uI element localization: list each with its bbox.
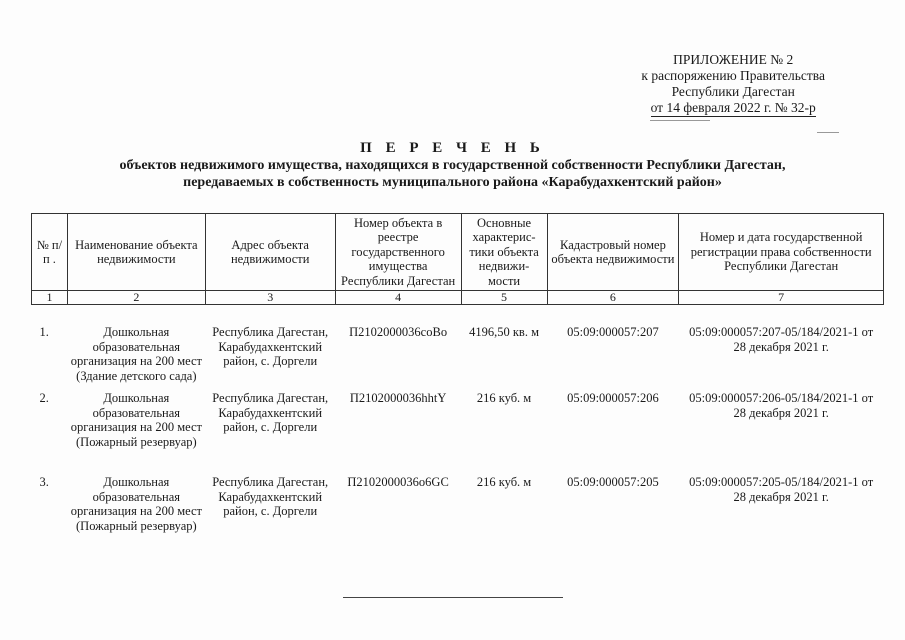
column-number: 3 xyxy=(205,291,335,305)
document-subtitle-line-2: передаваемых в собственность муниципального района «Карабудахкентский район» xyxy=(183,175,722,190)
document-title: П Е Р Е Ч Е Н Ь xyxy=(360,140,545,156)
registration-record: 05:09:000057:206-05/184/2021-1 от 28 декабря 2021 г. xyxy=(689,391,874,420)
cadastral-number: 05:09:000057:206 xyxy=(567,391,659,405)
registry-number: П2102000036hhtY xyxy=(349,391,447,405)
table-row xyxy=(32,305,884,392)
table-row xyxy=(32,391,884,475)
closing-divider xyxy=(343,597,563,598)
header-characteristics: Основные характерис-тики объекта недвижи-мости xyxy=(461,214,547,291)
object-address: Республика Дагестан, Карабудахкентский район, с. Доргели xyxy=(212,325,329,368)
header-registration: Номер и дата государственной регистрации права собственности Республики Дагестан xyxy=(679,214,884,291)
header-number: № п/п . xyxy=(32,214,68,291)
registration-record: 05:09:000057:207-05/184/2021-1 от 28 декабря 2021 г. xyxy=(689,325,874,354)
header-registry: Номер объекта в реестре государственного имущества Республики Дагестан xyxy=(335,214,461,291)
appendix-title: ПРИЛОЖЕНИЕ № 2 xyxy=(673,52,794,67)
column-number: 1 xyxy=(32,291,68,305)
table-header-row xyxy=(32,214,884,291)
object-characteristics: 216 куб. м xyxy=(476,475,532,489)
column-number: 7 xyxy=(679,291,884,305)
object-name: Дошкольная образовательная организация на 200 мест (Пожарный резервуар) xyxy=(70,391,202,449)
header-cadastral: Кадастровый номер объекта недвижимости xyxy=(547,214,679,291)
object-name: Дошкольная образовательная организация на 200 мест (Пожарный резервуар) xyxy=(70,475,202,533)
row-number: 3. xyxy=(39,475,49,489)
row-number: 1. xyxy=(39,325,49,339)
column-number: 4 xyxy=(335,291,461,305)
object-address: Республика Дагестан, Карабудахкентский район, с. Доргели xyxy=(212,475,329,518)
document-title-block xyxy=(0,140,905,191)
object-name: Дошкольная образовательная организация на 200 мест (Здание детского сада) xyxy=(70,325,202,383)
appendix-order-ref: к распоряжению Правительства xyxy=(641,68,825,83)
cadastral-number: 05:09:000057:205 xyxy=(567,475,659,489)
row-number: 2. xyxy=(39,391,49,405)
registry-number: П2102000036o6GC xyxy=(347,475,449,489)
appendix-date-number: от 14 февраля 2022 г. № 32-р xyxy=(650,100,816,115)
column-number: 6 xyxy=(547,291,679,305)
document-subtitle-line-1: объектов недвижимого имущества, находящихся в государственной собственности Республики Дагестан, xyxy=(119,158,786,173)
registry-number: П2102000036coBo xyxy=(349,325,448,339)
header-name: Наименование объекта недвижимости xyxy=(67,214,205,291)
object-address: Республика Дагестан, Карабудахкентский район, с. Доргели xyxy=(212,391,329,434)
registration-record: 05:09:000057:205-05/184/2021-1 от 28 декабря 2021 г. xyxy=(689,475,874,504)
object-characteristics: 216 куб. м xyxy=(476,391,532,405)
property-table xyxy=(31,213,884,559)
appendix-block xyxy=(641,52,825,117)
column-number-row xyxy=(32,291,884,305)
object-characteristics: 4196,50 кв. м xyxy=(469,325,539,339)
scan-mark xyxy=(817,132,839,133)
column-number: 5 xyxy=(461,291,547,305)
cadastral-number: 05:09:000057:207 xyxy=(567,325,659,339)
header-address: Адрес объекта недвижимости xyxy=(205,214,335,291)
column-number: 2 xyxy=(67,291,205,305)
appendix-government: Республики Дагестан xyxy=(671,84,795,99)
scan-mark xyxy=(650,120,710,121)
table-row xyxy=(32,475,884,559)
